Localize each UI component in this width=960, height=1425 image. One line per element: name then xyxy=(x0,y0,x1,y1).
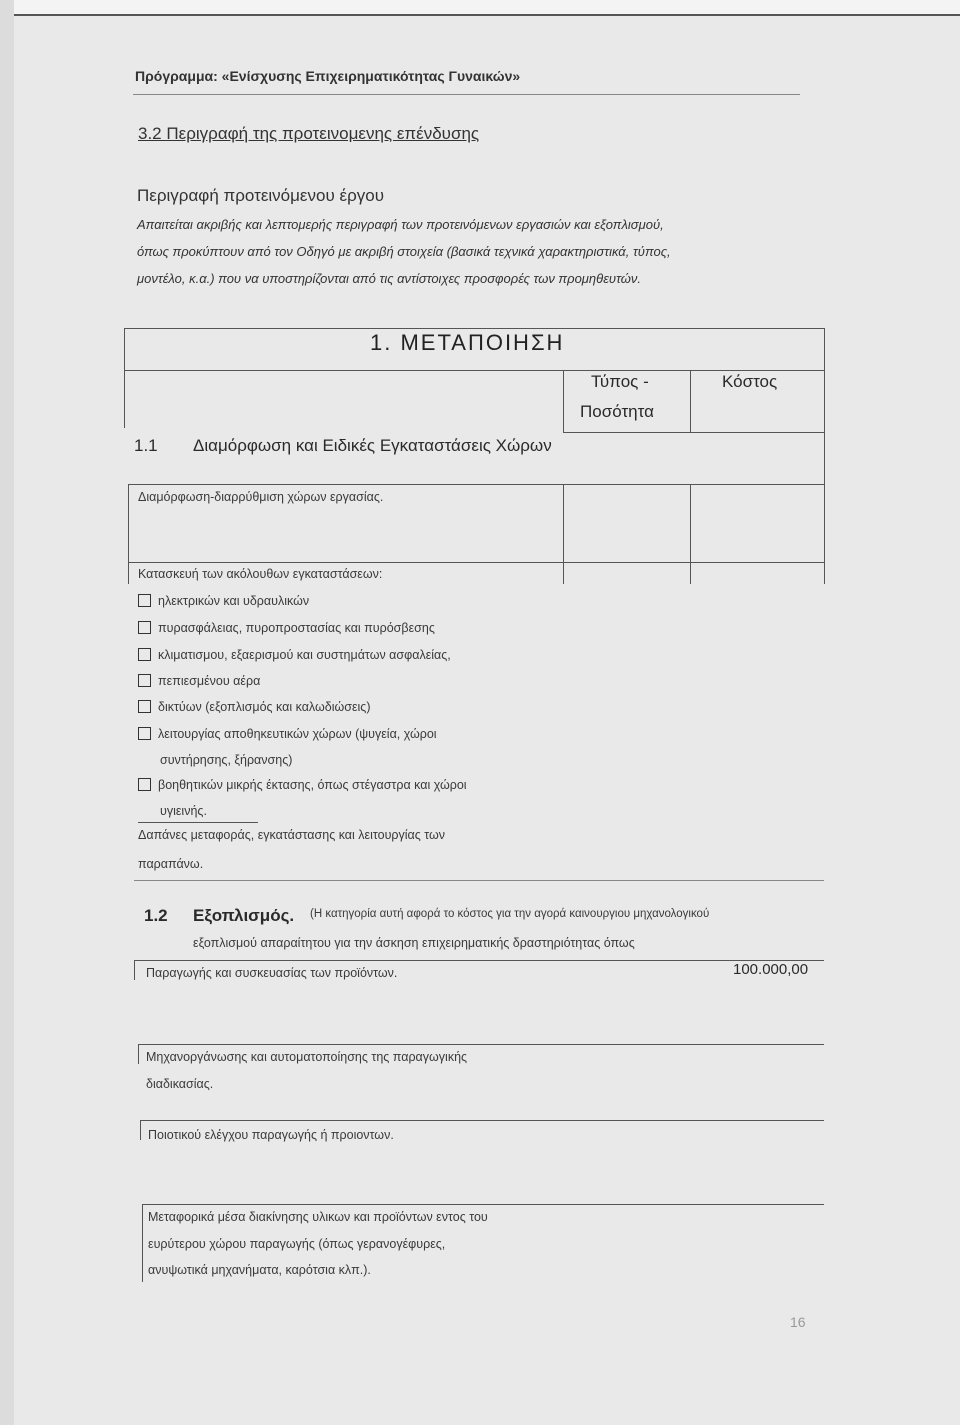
header-rule xyxy=(133,94,800,95)
row-automation-line xyxy=(138,1044,824,1045)
row-quality-control: Ποιοτικού ελέγχου παραγωγής ή προιοντων. xyxy=(148,1128,394,1142)
section-1-2-number: 1.2 xyxy=(144,906,168,925)
checkbox-icon[interactable] xyxy=(138,727,151,740)
checklist-item: βοηθητικών μικρής έκτασης, όπως στέγαστρα και χώροι xyxy=(138,778,467,792)
description-line-2: όπως προκύπτουν από τον Οδηγό με ακριβή στοιχεία (βασικά τεχνικά χαρακτηριστικά, τύπος, xyxy=(137,244,671,259)
table-inner-left xyxy=(128,484,129,584)
checklist-item: λειτουργίας αποθηκευτικών χώρων (ψυγεία, χώροι xyxy=(138,727,437,741)
section-1-2-line xyxy=(134,880,824,881)
col-divider-type-header xyxy=(563,370,564,432)
row-left-tick xyxy=(134,960,135,980)
col-cost-label: Κόστος xyxy=(722,372,778,391)
col-divider-cost-1 xyxy=(690,484,691,584)
table-title: 1. ΜΕΤΑΠΟΙΗΣΗ xyxy=(370,330,565,355)
col-type-label-1: Τύπος - xyxy=(591,372,649,391)
description-line-1: Απαιτείται ακριβής και λεπτομερής περιγραφή των προτεινόμενων εργασιών και εξοπλισμού, xyxy=(137,217,664,232)
description-title: Περιγραφή προτεινόμενου έργου xyxy=(137,186,384,205)
row-installations-title: Κατασκευή των ακόλουθων εγκαταστάσεων: xyxy=(138,567,383,581)
section-1-1-title: Διαμόρφωση και Ειδικές Εγκαταστάσεις Χώρων xyxy=(193,436,552,455)
section-1-1-number: 1.1 xyxy=(134,436,158,455)
row-layout-works: Διαμόρφωση-διαρρύθμιση χώρων εργασίας. xyxy=(138,490,384,504)
col-divider-cost-header xyxy=(690,370,691,432)
row-production-line xyxy=(134,960,824,961)
checklist-item-continuation: συντήρησης, ξήρανσης) xyxy=(160,753,293,767)
section-1-2-note-1: (Η κατηγορία αυτή αφορά το κόστος για την αγορά καινουργιου μηχανολογικού xyxy=(310,908,710,920)
page-number: 16 xyxy=(790,1314,806,1330)
section-1-2-title: Εξοπλισμός. xyxy=(193,906,295,925)
checkbox-icon[interactable] xyxy=(138,648,151,661)
checkbox-icon[interactable] xyxy=(138,594,151,607)
description-text xyxy=(137,211,807,292)
row-production-packaging: Παραγωγής και συσκευασίας των προϊόντων. xyxy=(146,966,398,980)
row-transport-line xyxy=(142,1204,824,1205)
checklist-item: δικτύων (εξοπλισμός και καλωδιώσεις) xyxy=(138,700,371,714)
row-left-tick xyxy=(138,1044,139,1064)
row-quality-line xyxy=(140,1120,824,1121)
checklist-item: ηλεκτρικών και υδραυλικών xyxy=(138,594,309,608)
table-top-line xyxy=(124,328,825,329)
table-border-left xyxy=(124,328,125,428)
row-automation-1: Μηχανοργάνωσης και αυτοματοποίησης της παραγωγικής xyxy=(146,1050,468,1064)
checklist-item: κλιματισμου, εξαερισμού και συστημάτων ασφαλείας, xyxy=(138,648,451,662)
scan-top-border xyxy=(0,0,960,16)
row-separator xyxy=(138,822,258,823)
checklist-item: πεπιεσμένου αέρα xyxy=(138,674,260,688)
row-transport-means-2: ευρύτερου χώρου παραγωγής (όπως γερανογέφυρες, xyxy=(148,1237,446,1251)
description-line-3: μοντέλο, κ.α.) που να υποστηρίζονται από τις αντίστοιχες προσφορές των προμηθευτών. xyxy=(137,271,641,286)
scan-left-edge xyxy=(0,0,14,1425)
table-border-right xyxy=(824,328,825,584)
checklist-item: πυρασφάλειας, πυροπροστασίας και πυρόσβεσης xyxy=(138,621,435,635)
section-1-2-note-2: εξοπλισμού απαραίτητου για την άσκηση επιχειρηματικής δραστηριότητας όπως xyxy=(193,936,635,950)
row-transport-means-1: Μεταφορικά μέσα διακίνησης υλικων και προϊόντων εντος του xyxy=(148,1210,488,1224)
program-header: Πρόγραμμα: «Ενίσχυσης Επιχειρηματικότητας Γυναικών» xyxy=(135,68,521,84)
row-transport-costs-2: παραπάνω. xyxy=(138,857,204,871)
col-divider-type-1 xyxy=(563,484,564,584)
checkbox-icon[interactable] xyxy=(138,621,151,634)
row-1-line xyxy=(128,562,825,563)
row-left-tick xyxy=(142,1204,143,1282)
row-automation-2: διαδικασίας. xyxy=(146,1077,214,1091)
row-production-cost: 100.000,00 xyxy=(733,961,809,978)
section-row-line xyxy=(128,484,825,485)
checkbox-icon[interactable] xyxy=(138,674,151,687)
col-type-label-2: Ποσότητα xyxy=(580,402,654,421)
header-row-line xyxy=(563,432,825,433)
row-left-tick xyxy=(140,1120,141,1140)
row-transport-costs-1: Δαπάνες μεταφοράς, εγκατάστασης και λειτουργίας των xyxy=(138,828,446,842)
section-title: 3.2 Περιγραφή της προτεινομενης επένδυσης xyxy=(138,124,480,143)
checklist-item-continuation: υγιεινής. xyxy=(160,804,207,818)
checkbox-icon[interactable] xyxy=(138,778,151,791)
checkbox-icon[interactable] xyxy=(138,700,151,713)
row-transport-means-3: ανυψωτικά μηχανήματα, καρότσια κλπ.). xyxy=(148,1263,371,1277)
title-row-line xyxy=(124,370,825,371)
